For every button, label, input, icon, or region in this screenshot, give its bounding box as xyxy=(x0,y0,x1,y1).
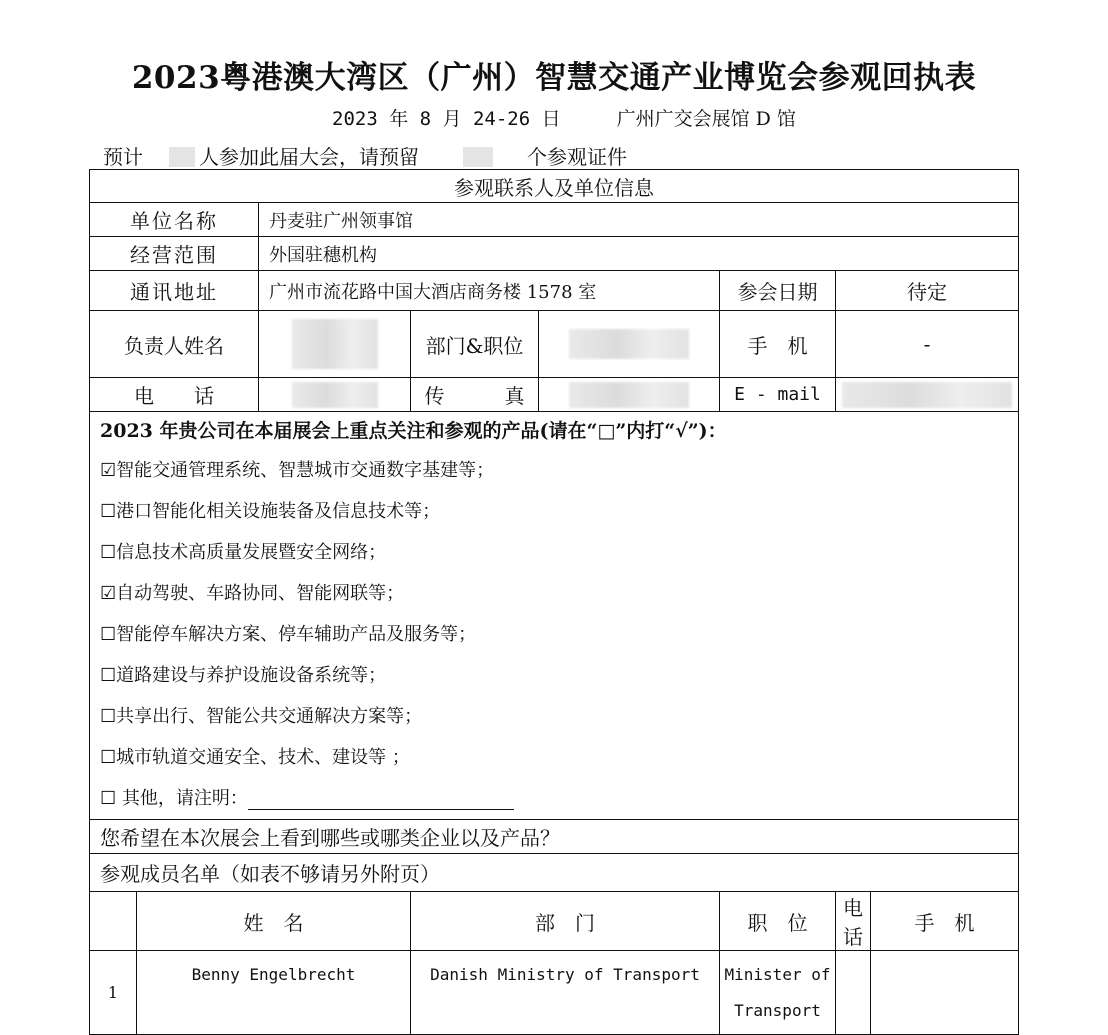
receipt-form-table xyxy=(89,169,1019,1035)
product-option-label: 智能交通管理系统、智慧城市交通数字基建等； xyxy=(116,460,495,481)
section-header: 参观联系人及单位信息 xyxy=(90,170,1019,203)
product-option[interactable] xyxy=(100,573,1018,614)
product-option-label: 自动驾驶、车路协同、智能网联等； xyxy=(116,583,405,604)
person-value[interactable] xyxy=(259,311,411,378)
fax-label: 传 真 xyxy=(411,378,539,412)
form-title: 2023粤港澳大湾区（广州）智慧交通产业博览会参观回执表 xyxy=(131,60,977,96)
phone-value[interactable] xyxy=(259,378,411,412)
notice-suffix: 个参观证件 xyxy=(527,145,627,169)
unit-name-label: 单位名称 xyxy=(90,203,259,237)
redacted-block xyxy=(569,329,689,359)
wish-question: 您希望在本次展会上看到哪些或哪类企业以及产品？ xyxy=(90,820,1019,854)
position-header: 职 位 xyxy=(720,892,836,951)
mobile-header: 手 机 xyxy=(871,892,1019,951)
checkbox-icon[interactable]: ☐ xyxy=(100,665,117,686)
email-value[interactable] xyxy=(836,378,1019,412)
redacted-block xyxy=(292,319,378,369)
pass-count-field[interactable] xyxy=(419,147,527,170)
products-options xyxy=(90,450,1018,819)
event-venue: 广州广交会展馆 D 馆 xyxy=(616,108,796,130)
notice-prefix: 预计 xyxy=(103,145,143,169)
dept-label: 部门&职位 xyxy=(411,311,539,378)
date-value[interactable]: 待定 xyxy=(836,271,1019,311)
other-input[interactable] xyxy=(248,789,514,810)
scope-value[interactable]: 外国驻穗机构 xyxy=(259,237,1019,271)
product-option[interactable] xyxy=(100,450,1018,491)
member-index: 1 xyxy=(90,951,137,1035)
product-option[interactable] xyxy=(100,532,1018,573)
checkbox-icon[interactable]: ☐ xyxy=(100,747,117,768)
member-mobile[interactable] xyxy=(871,951,1019,1035)
checkbox-icon[interactable]: ☑ xyxy=(100,583,117,604)
checkbox-icon[interactable]: ☐ xyxy=(100,501,117,522)
scope-label: 经营范围 xyxy=(90,237,259,271)
member-phone[interactable] xyxy=(836,951,871,1035)
member-position[interactable]: Minister of Transport xyxy=(720,951,836,1035)
checkbox-icon[interactable]: ☐ xyxy=(100,788,117,809)
member-dept[interactable]: Danish Ministry of Transport xyxy=(411,951,720,1035)
dept-value[interactable] xyxy=(539,311,720,378)
person-label: 负责人姓名 xyxy=(90,311,259,378)
redacted-block xyxy=(292,382,378,408)
product-option-label: 港口智能化相关设施装备及信息技术等； xyxy=(116,501,441,522)
member-name[interactable]: Benny Engelbrecht xyxy=(137,951,411,1035)
address-value[interactable]: 广州市流花路中国大酒店商务楼 1578 室 xyxy=(259,271,720,311)
product-option-label: 信息技术高质量发展暨安全网络； xyxy=(116,542,387,563)
email-label: E - mail xyxy=(720,378,836,412)
other-label: 其他，请注明： xyxy=(116,788,248,809)
mobile-label: 手 机 xyxy=(720,311,836,378)
mobile-value[interactable]: - xyxy=(836,311,1019,378)
fax-value[interactable] xyxy=(539,378,720,412)
phone-header: 电 话 xyxy=(836,892,871,951)
product-option[interactable] xyxy=(100,614,1018,655)
event-date: 2023 年 8 月 24-26 日 xyxy=(332,108,561,130)
product-option[interactable] xyxy=(100,737,1018,778)
members-title: 参观成员名单（如表不够请另外附页） xyxy=(90,854,1019,892)
index-header xyxy=(90,892,137,951)
address-label: 通讯地址 xyxy=(90,271,259,311)
dept-header: 部 门 xyxy=(411,892,720,951)
product-option[interactable] xyxy=(100,655,1018,696)
name-header: 姓 名 xyxy=(137,892,411,951)
attendance-notice xyxy=(103,141,627,170)
unit-name-value[interactable]: 丹麦驻广州领事馆 xyxy=(259,203,1019,237)
checkbox-icon[interactable]: ☐ xyxy=(100,706,117,727)
event-subtitle xyxy=(332,104,796,131)
product-option[interactable] xyxy=(100,491,1018,532)
checkbox-icon[interactable]: ☐ xyxy=(100,542,117,563)
redacted-block xyxy=(842,382,1012,408)
product-option[interactable] xyxy=(100,696,1018,737)
product-option-label: 智能停车解决方案、停车辅助产品及服务等； xyxy=(116,624,477,645)
phone-label: 电 话 xyxy=(90,378,259,412)
product-option-other[interactable] xyxy=(100,778,1018,819)
redacted-block xyxy=(569,382,689,408)
notice-middle: 人参加此届大会，请预留 xyxy=(199,145,419,169)
attendee-count-field[interactable] xyxy=(143,147,199,170)
products-question: 2023 年贵公司在本届展会上重点关注和参观的产品(请在“□”内打“√”)： xyxy=(100,420,727,442)
checkbox-icon[interactable]: ☑ xyxy=(100,460,117,481)
date-label: 参会日期 xyxy=(720,271,836,311)
checkbox-icon[interactable]: ☐ xyxy=(100,624,117,645)
table-row xyxy=(90,951,1019,1035)
product-option-label: 共享出行、智能公共交通解决方案等； xyxy=(116,706,423,727)
product-option-label: 道路建设与养护设施设备系统等； xyxy=(116,665,387,686)
products-section xyxy=(90,412,1019,820)
product-option-label: 城市轨道交通安全、技术、建设等 ； xyxy=(116,747,410,768)
